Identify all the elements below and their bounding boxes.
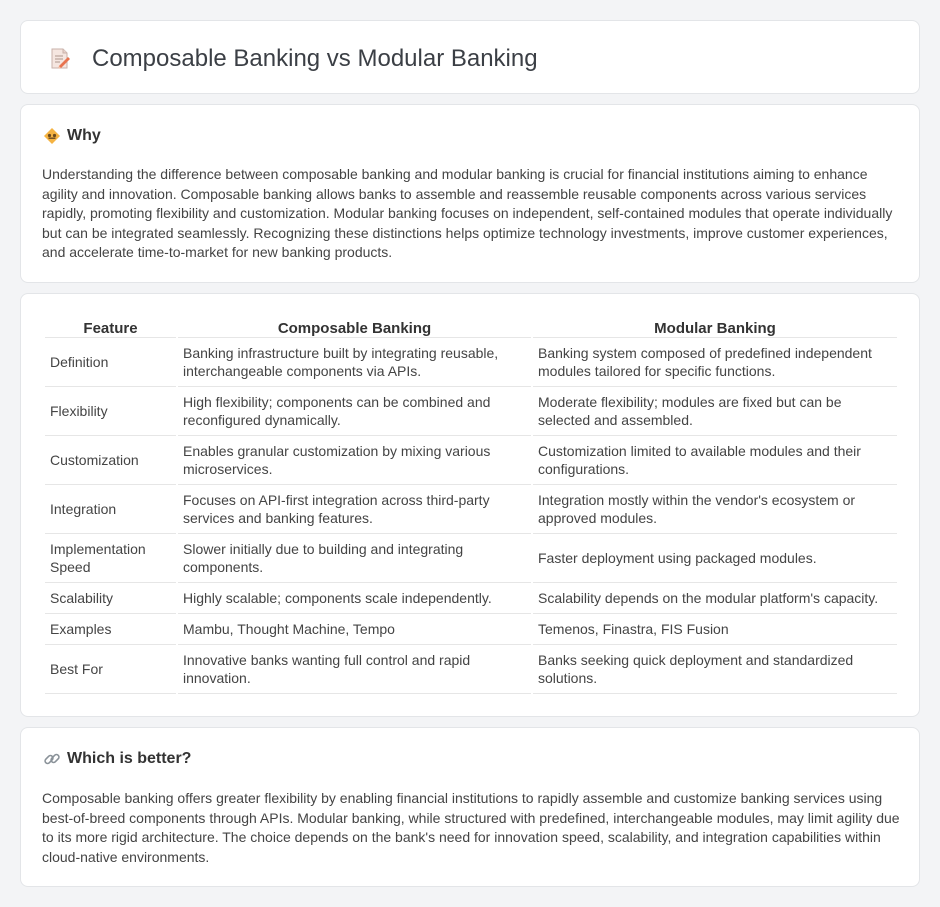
row-feature: Examples [45,614,176,645]
row-modular: Moderate flexibility; modules are fixed but can be selected and assembled. [533,387,897,436]
row-composable: Highly scalable; components scale independently. [178,583,531,614]
row-feature: Definition [45,338,176,387]
header-feature: Feature [45,315,176,338]
row-modular: Banks seeking quick deployment and standardized solutions. [533,645,897,694]
lightbulb-diamond-icon [43,127,61,145]
comparison-table [43,315,899,694]
row-composable: Focuses on API-first integration across third-party services and banking features. [178,485,531,534]
row-composable: Mambu, Thought Machine, Tempo [178,614,531,645]
table-row [45,387,897,436]
row-composable: Enables granular customization by mixing various microservices. [178,436,531,485]
comparison-section [20,293,920,717]
better-title: Which is better? [67,750,192,767]
row-modular: Faster deployment using packaged modules. [533,534,897,583]
row-composable: High flexibility; components can be combined and reconfigured dynamically. [178,387,531,436]
header-composable: Composable Banking [178,315,531,338]
row-feature: Customization [45,436,176,485]
row-feature: Best For [45,645,176,694]
link-icon [43,750,61,768]
row-feature: Flexibility [45,387,176,436]
better-section [20,727,920,887]
why-section [20,104,920,283]
row-composable: Banking infrastructure built by integrating reusable, interchangeable components via APIs. [178,338,531,387]
better-heading [43,750,191,768]
why-text: Understanding the difference between composable banking and modular banking is crucial for financial institutions aiming to enhance agility and innovation. Composable banking allows banks to assemble and reassemble reusable components across various services rapidly, promoting flexibility and customization. Modular banking focuses on independent, self-contained modules that operate individually but can be integrated seamlessly. Recognizing these distinctions helps optimize technology investments, improve customer experiences, and accelerate time-to-market for new banking products. [42,166,893,261]
row-feature: Implementation Speed [45,534,176,583]
row-modular: Customization limited to available modules and their configurations. [533,436,897,485]
row-modular: Banking system composed of predefined independent modules tailored for specific functions. [533,338,897,387]
table-row [45,436,897,485]
row-feature: Integration [45,485,176,534]
page-title: Composable Banking vs Modular Banking [92,45,538,72]
title-card [20,20,920,94]
table-row [45,614,897,645]
row-modular: Scalability depends on the modular platform's capacity. [533,583,897,614]
row-modular: Temenos, Finastra, FIS Fusion [533,614,897,645]
table-row [45,645,897,694]
document-pencil-icon [48,47,72,76]
better-text: Composable banking offers greater flexibility by enabling financial institutions to rapidly assemble and customize banking services using best-of-breed components through APIs. Modular banking, while structured with predefined, interchangeable modules, may limit agility due to its more rigid architecture. The choice depends on the bank's need for innovation speed, scalability, and integration capabilities within cloud-native environments. [42,790,900,865]
table-row [45,338,897,387]
table-row [45,485,897,534]
row-feature: Scalability [45,583,176,614]
table-header-row [45,315,897,338]
row-composable: Slower initially due to building and integrating components. [178,534,531,583]
header-modular: Modular Banking [533,315,897,338]
row-modular: Integration mostly within the vendor's ecosystem or approved modules. [533,485,897,534]
table-row [45,534,897,583]
row-composable: Innovative banks wanting full control and rapid innovation. [178,645,531,694]
why-heading [43,127,101,145]
why-title: Why [67,127,101,144]
table-row [45,583,897,614]
